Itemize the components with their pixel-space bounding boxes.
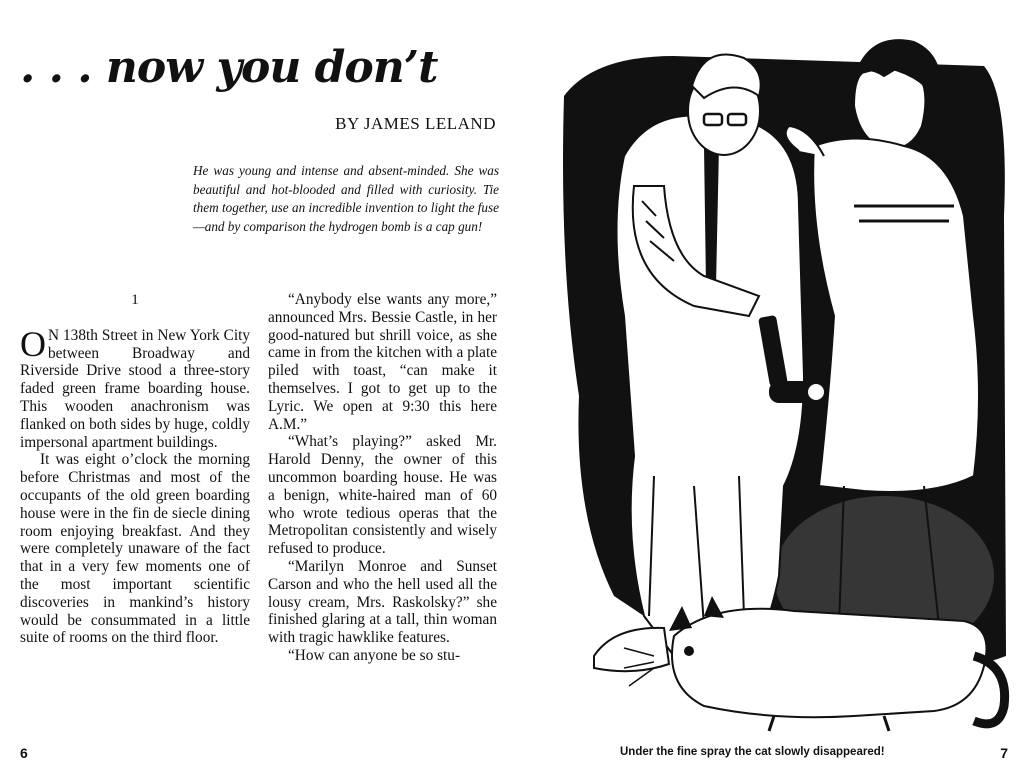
byline: BY JAMES LELAND [335, 114, 496, 133]
text-column-right [268, 291, 497, 665]
paragraph: “Anybody else wants any more,” announced Mrs. Bessie Castle, in her good-natured but shrill voice, as she came in from the kitchen with a plate piled with toast, “can make it themselves. I got to get up to the Lyric. We open at 9:30 this here A.M.” [268, 291, 497, 433]
paragraph-text: N 138th Street in New York City between Broadway and Riverside Drive stood a three-story faded green frame boarding house. This wooden anachronism was flanked on both sides by huge, coldly impersonal apartment buildings. [20, 326, 250, 451]
chapter-number: 1 [131, 292, 139, 308]
drop-cap: O [20, 323, 46, 364]
paragraph: “What’s playing?” asked Mr. Harold Denny, the owner of this uncommon boarding house. He was a benign, white-haired man of 60 who wrote tedious operas that the Metropolitan consistently and wisely refused to produce. [268, 433, 497, 558]
paragraph: “Marilyn Monroe and Sunset Carson and who the hell used all the lousy cream, Mrs. Raskolsky?” she finished glaring at a tall, thin woman with tragic hawklike features. [268, 557, 497, 647]
paragraph: It was eight o’clock the morning before Christmas and most of the occupants of the old green boarding house were in the fin de siecle dining room enjoying breakfast. And they were completely unaware of the fact that in a very few moments one of the most important scientific discoveries in mankind’s history would be consummated in a little suite of rooms on the third floor. [20, 451, 250, 647]
story-title: . . . now you don’t [20, 42, 438, 93]
story-blurb: He was young and intense and absent-minded. She was beautiful and hot-blooded and filled with curiosity. Tie them together, use an incredible invention to light the fuse—and by comparison the hydrogen bomb is a cap gun! [193, 163, 499, 234]
paragraph [20, 323, 250, 452]
man-woman-cat-illustration-icon [554, 16, 1014, 736]
page-number-right: 7 [1000, 745, 1008, 761]
text-column-left [20, 290, 250, 647]
illustration-caption: Under the fine spray the cat slowly disappeared! [620, 746, 885, 758]
paragraph: “How can anyone be so stu- [288, 646, 461, 664]
page-number-left: 6 [20, 745, 28, 761]
right-page [512, 0, 1024, 777]
